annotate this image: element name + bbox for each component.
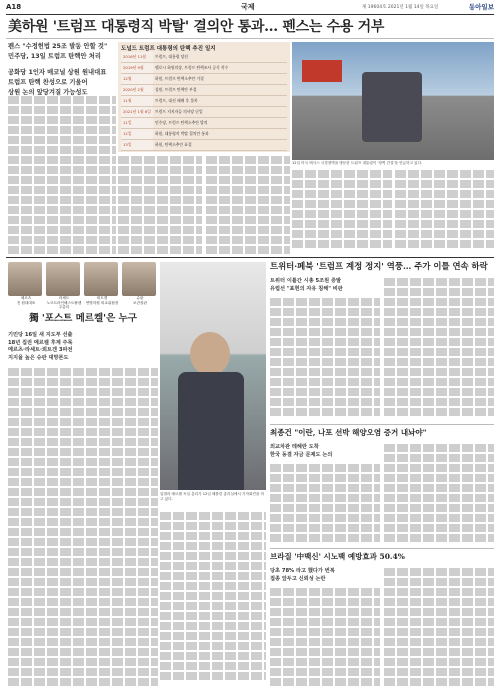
candidate-photo (84, 262, 118, 296)
korea-subheads: 외교차관 테헤란 도착 한국 동결 자금 문제도 논의 (270, 444, 333, 458)
lead-headline: 美하원 '트럼프 대통령직 박탈' 결의안 통과… 펜스는 수용 거부 (8, 19, 385, 35)
masthead (6, 2, 494, 14)
brazil-subheads: 당초 78% 라고 했다가 번복 접종 앞두고 신뢰성 논란 (270, 568, 335, 582)
masthead-rule (6, 14, 494, 15)
germany-subheads: 기민당 16일 새 지도부 선출 18년 집권 메르켈 후계 주목 메르츠·라셰트·뢰트겐 3파전 지지율 높은 슈판 대망론도 (8, 332, 73, 361)
twitter-subheads: 트위터 이틀간 시총 5조원 증발 유럽선 "표현의 자유 침해" 비판 (270, 278, 343, 292)
brazil-body-col1 (270, 588, 380, 688)
candidate-photo (122, 262, 156, 296)
portrait-jacket (178, 372, 244, 490)
lead-subheads (8, 42, 128, 98)
candidate-photo (46, 262, 80, 296)
timeline-row: 13일 하원, 탄핵소추안 표결 (121, 140, 287, 151)
paper-logo: 동아일보 (468, 3, 494, 11)
merkel-photo (160, 262, 266, 490)
candidate-photo (8, 262, 42, 296)
merkel-photo-caption: 앙겔라 메르켈 독일 총리가 12일 베를린 총리실에서 기자회견을 하고 있다. (160, 492, 264, 501)
trump-photo (292, 42, 494, 160)
germany-body-col1 (8, 368, 158, 688)
timeline-table (121, 52, 287, 151)
issue-date: 제 19604호 2021년 1월 14일 목요일 (362, 5, 439, 10)
germany-headline: 獨 '포스트 메르켈'은 누구 (29, 313, 137, 324)
candidate-spahn: 슈판 보건장관 (122, 262, 158, 310)
candidate-roettgen: 뢰트겐 연방하원 외교위원장 (84, 262, 120, 310)
lead-subhead: 상원 논의 앞당겨질 가능성도 (8, 89, 88, 96)
lead-subhead: 공화당 1인자 매코널 상원 원내대표 (8, 69, 107, 76)
page-number: A18 (6, 3, 22, 11)
impeachment-timeline-box (118, 42, 290, 152)
timeline-row: 2019년 9월 펠로시 하원의장, 트럼프 탄핵조사 공식 착수 (121, 63, 287, 74)
candidate-photos (8, 262, 158, 310)
story-divider (270, 424, 494, 425)
timeline-title: 도널드 트럼프 대통령의 탄핵 추진 일지 (121, 46, 216, 52)
korea-headline: 최종건 "이란, 나포 선박 해양오염 증거 내놔야" (270, 428, 427, 437)
trump-photo-caption: 12일 미국 텍사스 국경장벽을 방문한 트럼프 대통령이 '장벽 건설'을 언급하고 있다. (292, 161, 423, 165)
brazil-headline: 브라질 '中백신' 시노백 예방효과 50.4% (270, 552, 405, 561)
flag-shape (302, 60, 342, 82)
timeline-row: 2016년 11월 트럼프, 대통령 당선 (121, 52, 287, 63)
twitter-headline: 트위터·페북 '트럼프 계정 정지' 역풍… 주가 이틀 연속 하락 (270, 261, 488, 271)
timeline-row: 11월 트럼프, 대선 패배 후 불복 (121, 96, 287, 107)
lead-subhead: 트럼프 탄핵 찬성으로 기울어 (8, 79, 88, 86)
timeline-row: 2020년 2월 상원, 트럼프 탄핵안 부결 (121, 85, 287, 96)
korea-body-col2 (384, 444, 494, 544)
twitter-body-col1 (270, 298, 380, 420)
timeline-row: 11일 민주당, 트럼프 탄핵소추안 발의 (121, 118, 287, 129)
headline-rule (6, 38, 494, 39)
lead-subhead: 민주당, 13일 트럼프 탄핵안 처리 (8, 53, 101, 60)
lead-body-col5 (395, 170, 494, 254)
timeline-row: 2021년 1월 6일 트럼프 지지자들 의사당 난입 (121, 107, 287, 118)
section-name: 국제 (241, 3, 255, 11)
germany-body-col2 (160, 512, 266, 688)
lead-body-col3 (206, 156, 290, 254)
lead-body-col1 (8, 96, 116, 254)
candidate-laschet: 라셰트 노르트라인베스트팔렌 주총리 (46, 262, 82, 310)
lead-body-col2 (118, 156, 202, 254)
timeline-row: 12월 하원, 트럼프 탄핵소추안 가결 (121, 74, 287, 85)
section-rule (6, 257, 494, 258)
lead-body-col4 (292, 170, 392, 254)
brazil-body-col2 (384, 568, 494, 688)
portrait-face (190, 332, 230, 376)
candidate-merz: 메르츠 전 원내대표 (8, 262, 44, 310)
twitter-body-col2 (384, 278, 494, 420)
crowd-shape (362, 72, 422, 142)
korea-body-col1 (270, 464, 380, 544)
story-divider (270, 548, 494, 549)
lead-subhead: 펜스 "수정헌법 25조 발동 안할 것" (8, 43, 108, 50)
timeline-row: 12일 하원, 대통령직 박탈 결의안 통과 (121, 129, 287, 140)
